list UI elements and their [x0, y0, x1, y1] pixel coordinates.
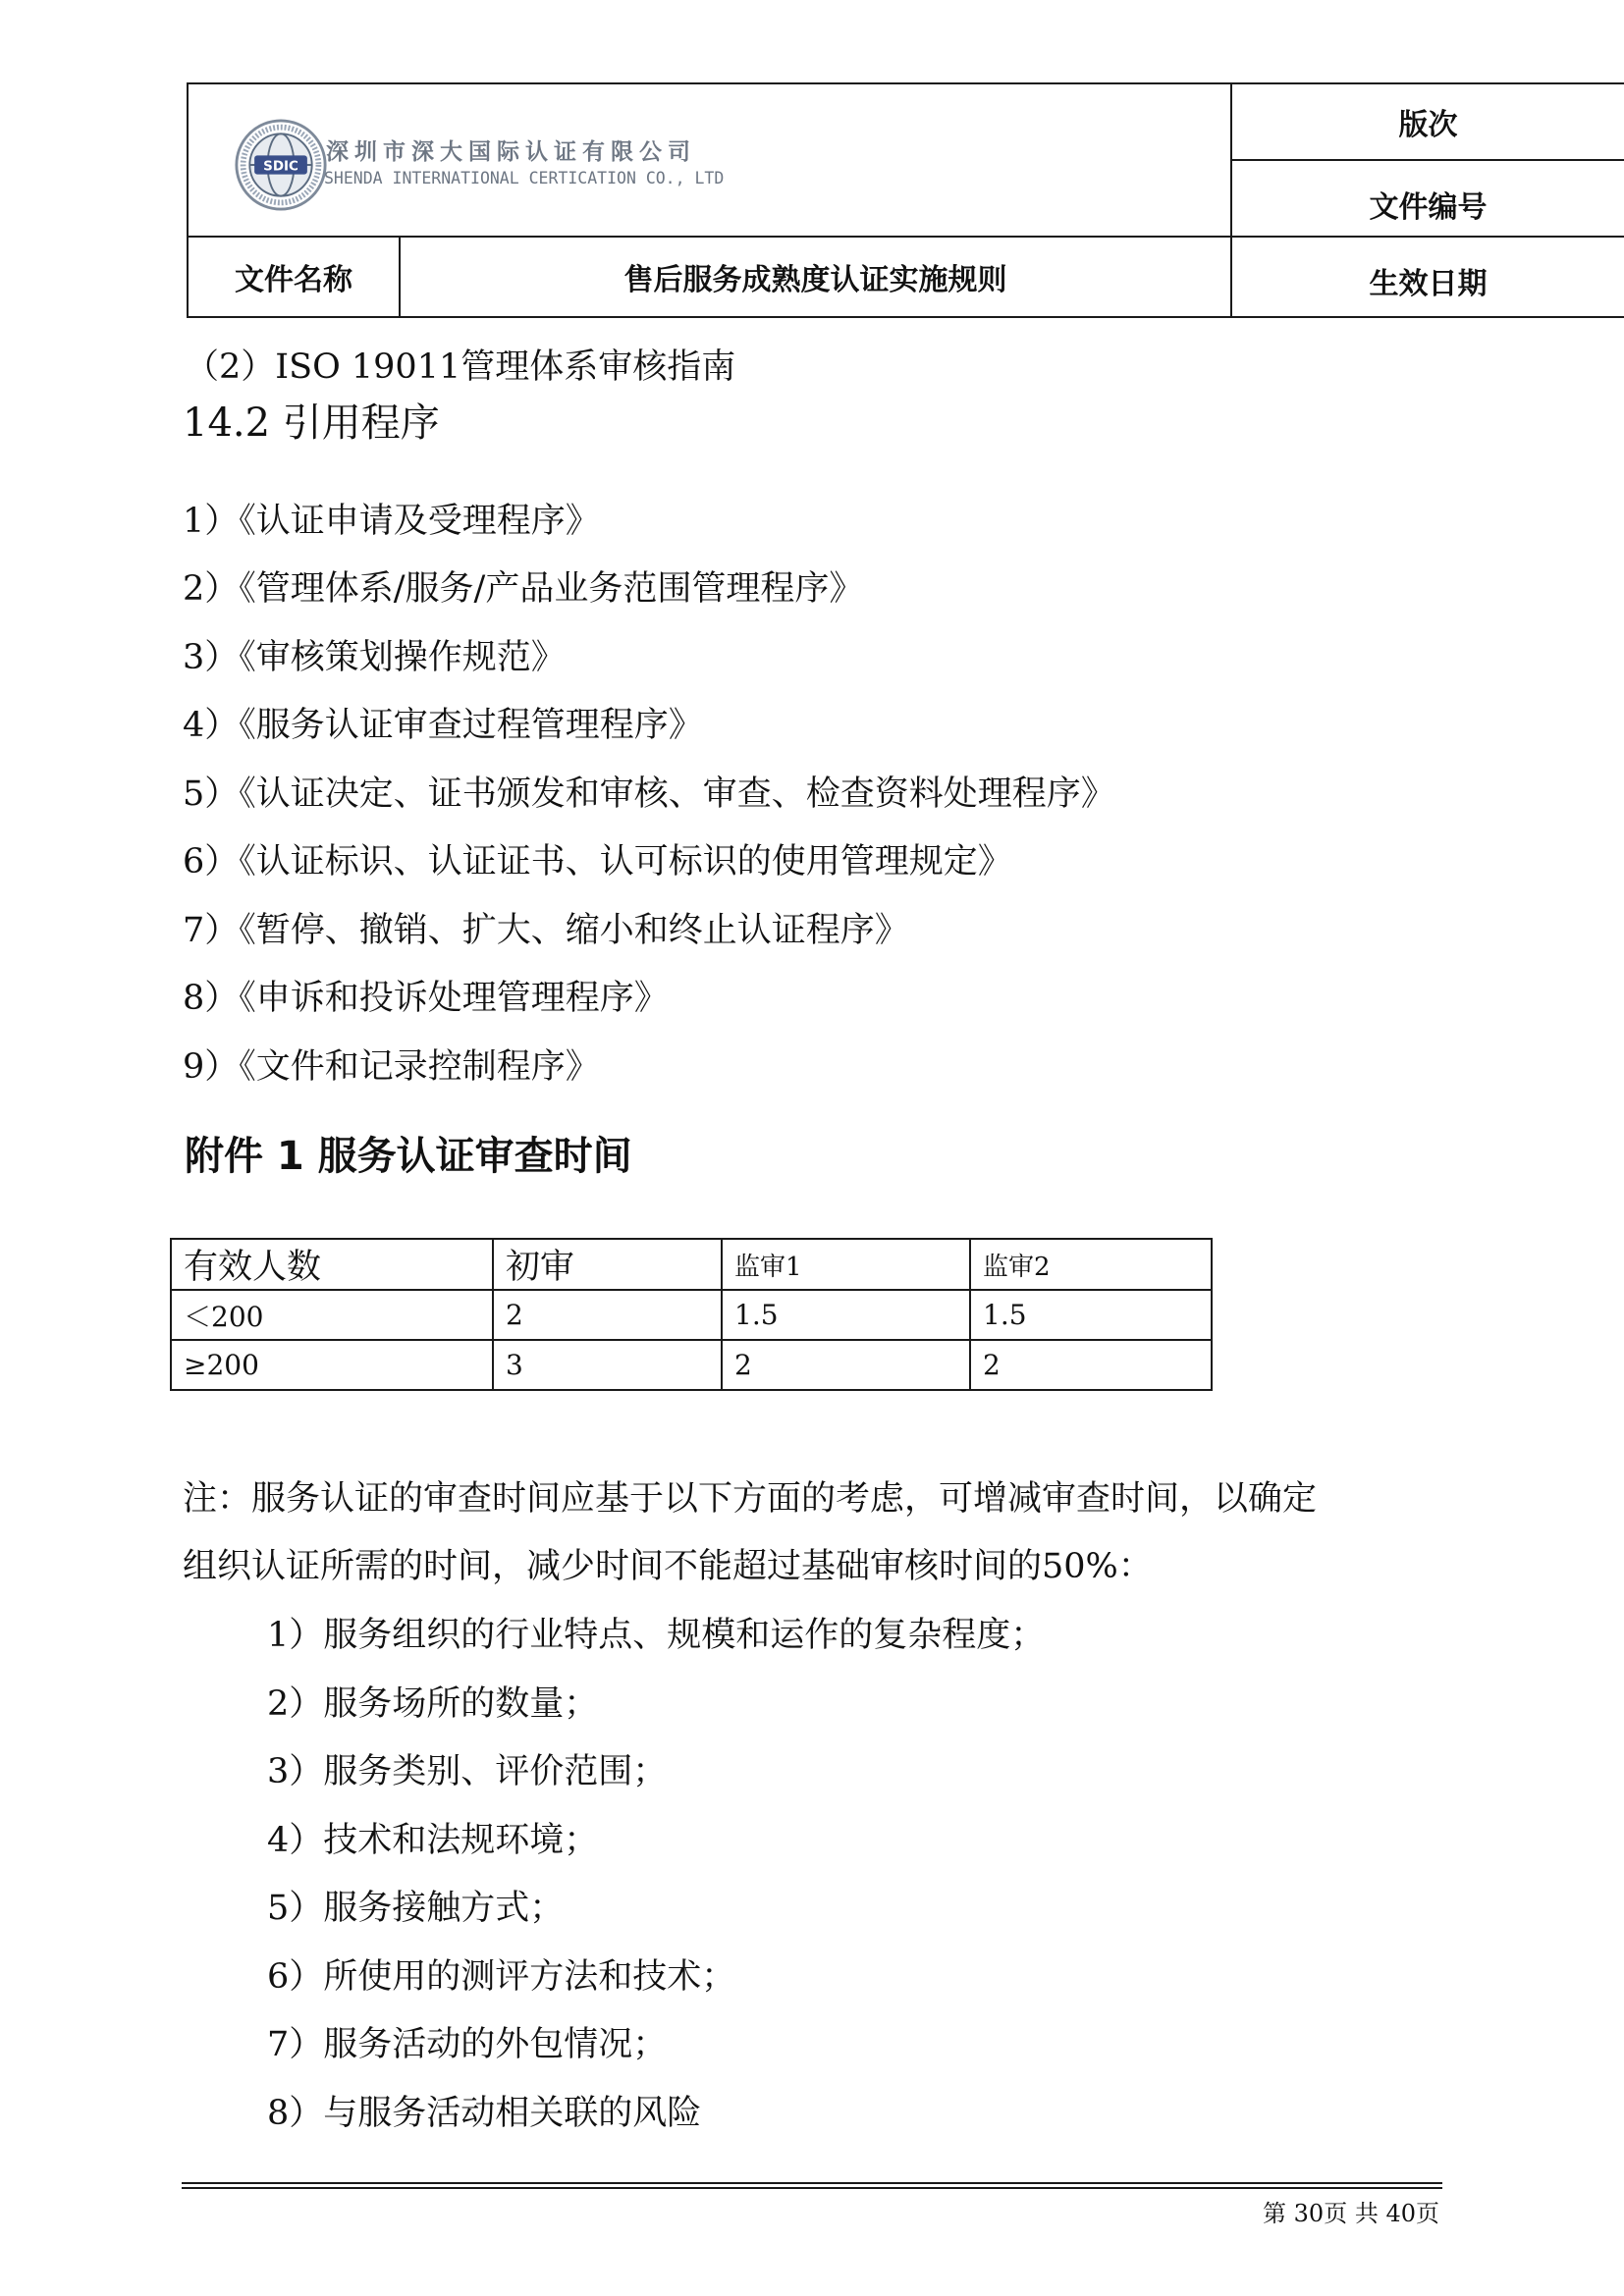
audit-time-table	[170, 1238, 1213, 1391]
table-header-cell: 有效人数	[171, 1239, 493, 1290]
note-line-2: 组织认证所需的时间，减少时间不能超过基础审核时间的50%：	[183, 1547, 1153, 1586]
table-header-cell: 监审2	[970, 1239, 1212, 1290]
table-cell: 2	[722, 1340, 970, 1390]
document-name: 售后服务成熟度认证实施规则	[623, 263, 1007, 297]
footer-rule-top	[182, 2182, 1442, 2184]
annex-title: 附件 1 服务认证审查时间	[185, 1134, 632, 1179]
list-item: 4）技术和法规环境；	[267, 1821, 599, 1860]
table-cell: 2	[970, 1340, 1212, 1390]
section-title: 14.2 引用程序	[183, 400, 440, 446]
table-header-cell: 监审1	[722, 1239, 970, 1290]
version-label: 版次	[1398, 108, 1458, 142]
company-logo-icon	[234, 118, 328, 212]
list-item: 3）《审核策划操作规范》	[183, 638, 566, 677]
table-header-row	[171, 1239, 1212, 1290]
effective-date-label: 生效日期	[1369, 267, 1488, 301]
list-item: 4）《服务认证审查过程管理程序》	[183, 706, 703, 745]
table-cell: 1.5	[970, 1290, 1212, 1340]
list-item: 3）服务类别、评价范围；	[267, 1752, 668, 1791]
table-row	[171, 1340, 1212, 1390]
list-item: 8）与服务活动相关联的风险	[267, 2094, 702, 2133]
list-item: 7）服务活动的外包情况；	[267, 2025, 668, 2064]
document-header	[187, 82, 1624, 318]
list-item: 5）服务接触方式；	[267, 1889, 565, 1928]
document-number-label: 文件编号	[1369, 190, 1488, 225]
table-cell: 3	[493, 1340, 722, 1390]
note-line-1: 注：服务认证的审查时间应基于以下方面的考虑，可增减审查时间，以确定	[183, 1479, 1318, 1519]
list-item: 5）《认证决定、证书颁发和审核、审查、检查资料处理程序》	[183, 774, 1115, 814]
list-item: 9）《文件和记录控制程序》	[183, 1047, 600, 1087]
list-item: 6）所使用的测评方法和技术；	[267, 1957, 736, 1997]
company-name-en: SHENDA INTERNATIONAL CERTICATION CO., LTD	[324, 169, 725, 187]
list-item: 7）《暂停、撤销、扩大、缩小和终止认证程序》	[183, 911, 909, 950]
list-item: 8）《申诉和投诉处理管理程序》	[183, 979, 669, 1018]
page-number: 第 30页 共 40页	[1263, 2200, 1439, 2227]
company-name-cn: 深圳市深大国际认证有限公司	[326, 139, 696, 165]
table-row	[171, 1290, 1212, 1340]
footer-rule-bottom	[182, 2187, 1442, 2189]
table-header-cell: 初审	[493, 1239, 722, 1290]
header-border-bottom	[187, 316, 1624, 318]
svg-text:SDIC: SDIC	[263, 159, 298, 175]
table-cell: 2	[493, 1290, 722, 1340]
list-item: 1）《认证申请及受理程序》	[183, 502, 600, 541]
table-cell: ＜200	[171, 1290, 493, 1340]
list-item: 2）《管理体系/服务/产品业务范围管理程序》	[183, 569, 864, 609]
list-item: 6）《认证标识、认证证书、认可标识的使用管理规定》	[183, 842, 1012, 881]
table-cell: 1.5	[722, 1290, 970, 1340]
document-name-label: 文件名称	[235, 263, 352, 297]
list-item: 2）服务场所的数量；	[267, 1684, 599, 1724]
intro-item: （2）ISO 19011管理体系审核指南	[185, 347, 736, 387]
list-item: 1）服务组织的行业特点、规模和运作的复杂程度；	[267, 1616, 1046, 1655]
table-cell: ≥200	[171, 1340, 493, 1390]
